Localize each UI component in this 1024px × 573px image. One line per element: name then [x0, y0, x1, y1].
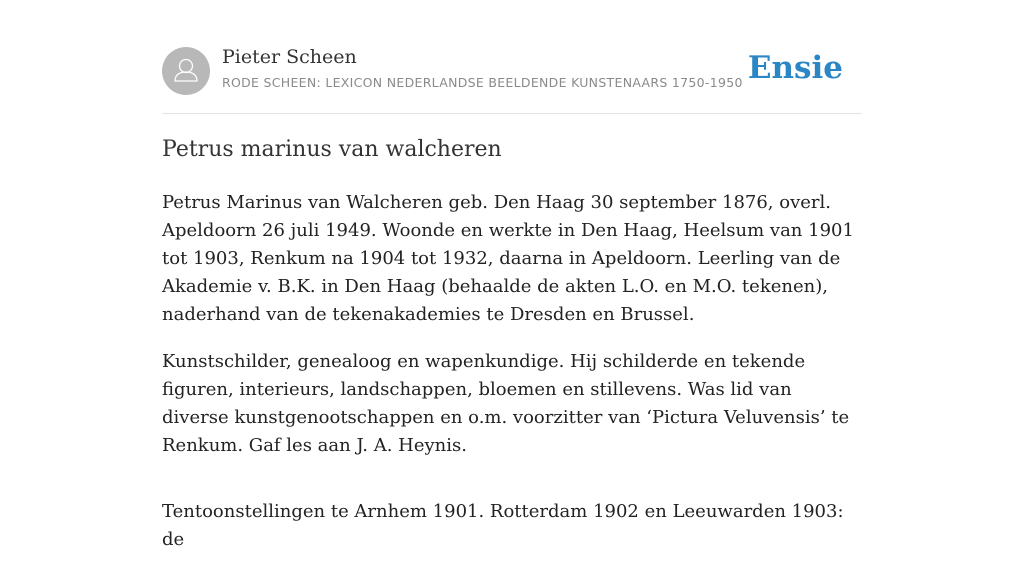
page-title: Petrus marinus van walcheren: [162, 137, 502, 162]
ensie-logo[interactable]: Ensie: [747, 50, 843, 86]
source-label[interactable]: RODE SCHEEN: LEXICON NEDERLANDSE BEELDENDE KUNSTENAARS 1750-1950: [222, 75, 743, 90]
author-avatar[interactable]: [162, 47, 210, 95]
article-paragraph: Kunstschilder, genealoog en wapenkundige. Hij schilderde en tekende figuren, interieurs, landschappen, bloemen en stillevens. Was lid van diverse kunstgenootschappen en o.m. voorzitter van ‘Pictura Veluvensis’ te Renkum. Gaf les aan J. A. Heynis.: [162, 351, 850, 456]
article-paragraph: Petrus Marinus van Walcheren geb. Den Haag 30 september 1876, overl. Apeldoorn 26 juli 1949. Woonde en werkte in Den Haag, Heelsum van 1901 tot 1903, Renkum na 1904 tot 1932, daarna in Apeldoorn. Leerling van de Akademie v. B.K. in Den Haag (behaalde de akten L.O. en M.O. tekenen), naderhand van de tekenakademies te Dresden en Brussel.: [162, 192, 854, 325]
user-icon: [162, 47, 210, 95]
author-name[interactable]: Pieter Scheen: [222, 46, 357, 68]
article-paragraph: Tentoonstellingen te Arnhem 1901. Rotterdam 1902 en Leeuwarden 1903: de: [162, 501, 844, 550]
article-page: [162, 0, 862, 550]
article-header: [162, 0, 862, 114]
article-body: [162, 189, 862, 573]
